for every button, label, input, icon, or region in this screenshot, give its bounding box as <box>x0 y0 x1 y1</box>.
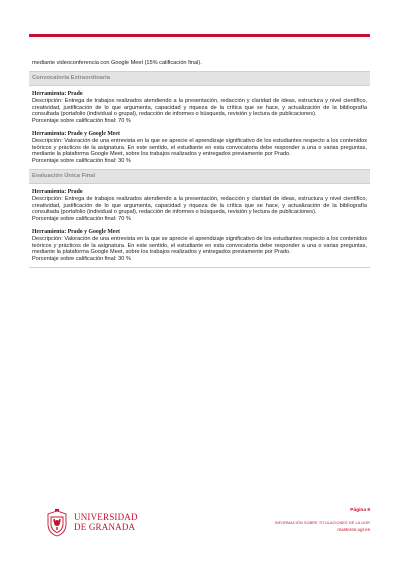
tool-block <box>32 131 367 165</box>
header-rule <box>29 34 370 37</box>
page-number: Página 9 <box>350 508 370 513</box>
tool-name: Herramienta: Prado <box>32 188 83 195</box>
tool-description: Descripción: Entrega de trabajos realizados atendiendo a la presentación, redacción y claridad de ideas, estructura y nivel científico, creatividad, justificación de lo que argumenta, capacidad y riqueza de la crítica que se hace, y actualización de la bibliografía consultada (portafolio (individual o grupal), redacción de informes o búsqueda, revisión y lectura de publicaciones). <box>32 97 367 118</box>
tool-block <box>32 91 367 125</box>
section-title-evaluacion-unica-final: Evaluación Única Final <box>29 170 370 184</box>
tool-name: Herramienta: Prado y Google Meet <box>32 228 120 235</box>
university-name <box>74 512 138 532</box>
website-link[interactable]: masteres.ugr.es <box>337 527 370 532</box>
ugr-crest-icon <box>44 508 70 538</box>
evaluation-table <box>29 58 370 268</box>
tool-percentage: Porcentaje sobre calificación final: 70 % <box>32 216 131 223</box>
tool-description: Descripción: Valoración de una entrevista en la que se aprecie el aprendizaje significativo de los estudiantes respecto a los contenidos teóricos y prácticos de la asignatura. En este sentido, el estudiante en esta convocatoria debe responder a una o varias preguntas, mediante la plataforma Google Meet, sobre los trabajos realizados y entregados previamente por Prado. <box>32 137 367 158</box>
titulaciones-info-text: INFORMACIÓN SOBRE TITULACIONES DE LA UGR <box>274 521 370 525</box>
university-name-line2: DE GRANADA <box>74 522 136 532</box>
tool-percentage: Porcentaje sobre calificación final: 30 % <box>32 256 131 263</box>
university-name-line1: UNIVERSIDAD <box>74 512 138 522</box>
tool-name: Herramienta: Prado y Google Meet <box>32 130 120 137</box>
tool-block <box>32 229 367 263</box>
intro-text: mediante videoconferencia con Google Meet (15% calificación final). <box>29 58 370 72</box>
tool-description: Descripción: Entrega de trabajos realizados atendiendo a la presentación, redacción y claridad de ideas, estructura y nivel científico, creatividad, justificación de lo que argumenta, capacidad y riqueza de la crítica que se hace, y actualización de la bibliografía consultada (portafolio (individual o grupal), redacción de informes o búsqueda, revisión y lectura de publicaciones). <box>32 195 367 216</box>
section-title-convocatoria-extraordinaria: Convocatoria Extraordinaria <box>29 72 370 86</box>
footer-info <box>275 507 370 533</box>
tool-percentage: Porcentaje sobre calificación final: 30 % <box>32 158 131 165</box>
tool-percentage: Porcentaje sobre calificación final: 70 % <box>32 118 131 125</box>
tool-name: Herramienta: Prado <box>32 91 83 97</box>
section-body-convocatoria-extraordinaria <box>29 86 370 170</box>
section-body-evaluacion-unica-final <box>29 184 370 268</box>
tool-description: Descripción: Valoración de una entrevista en la que se aprecie el aprendizaje significativo de los estudiantes respecto a los contenidos teóricos y prácticos de la asignatura. En este sentido, el estudiante en esta convocatoria debe responder a una o varias preguntas, mediante la plataforma Google Meet, sobre los trabajos realizados y entregados previamente por Prado. <box>32 235 367 256</box>
tool-block <box>32 189 367 223</box>
page-footer <box>44 505 370 541</box>
